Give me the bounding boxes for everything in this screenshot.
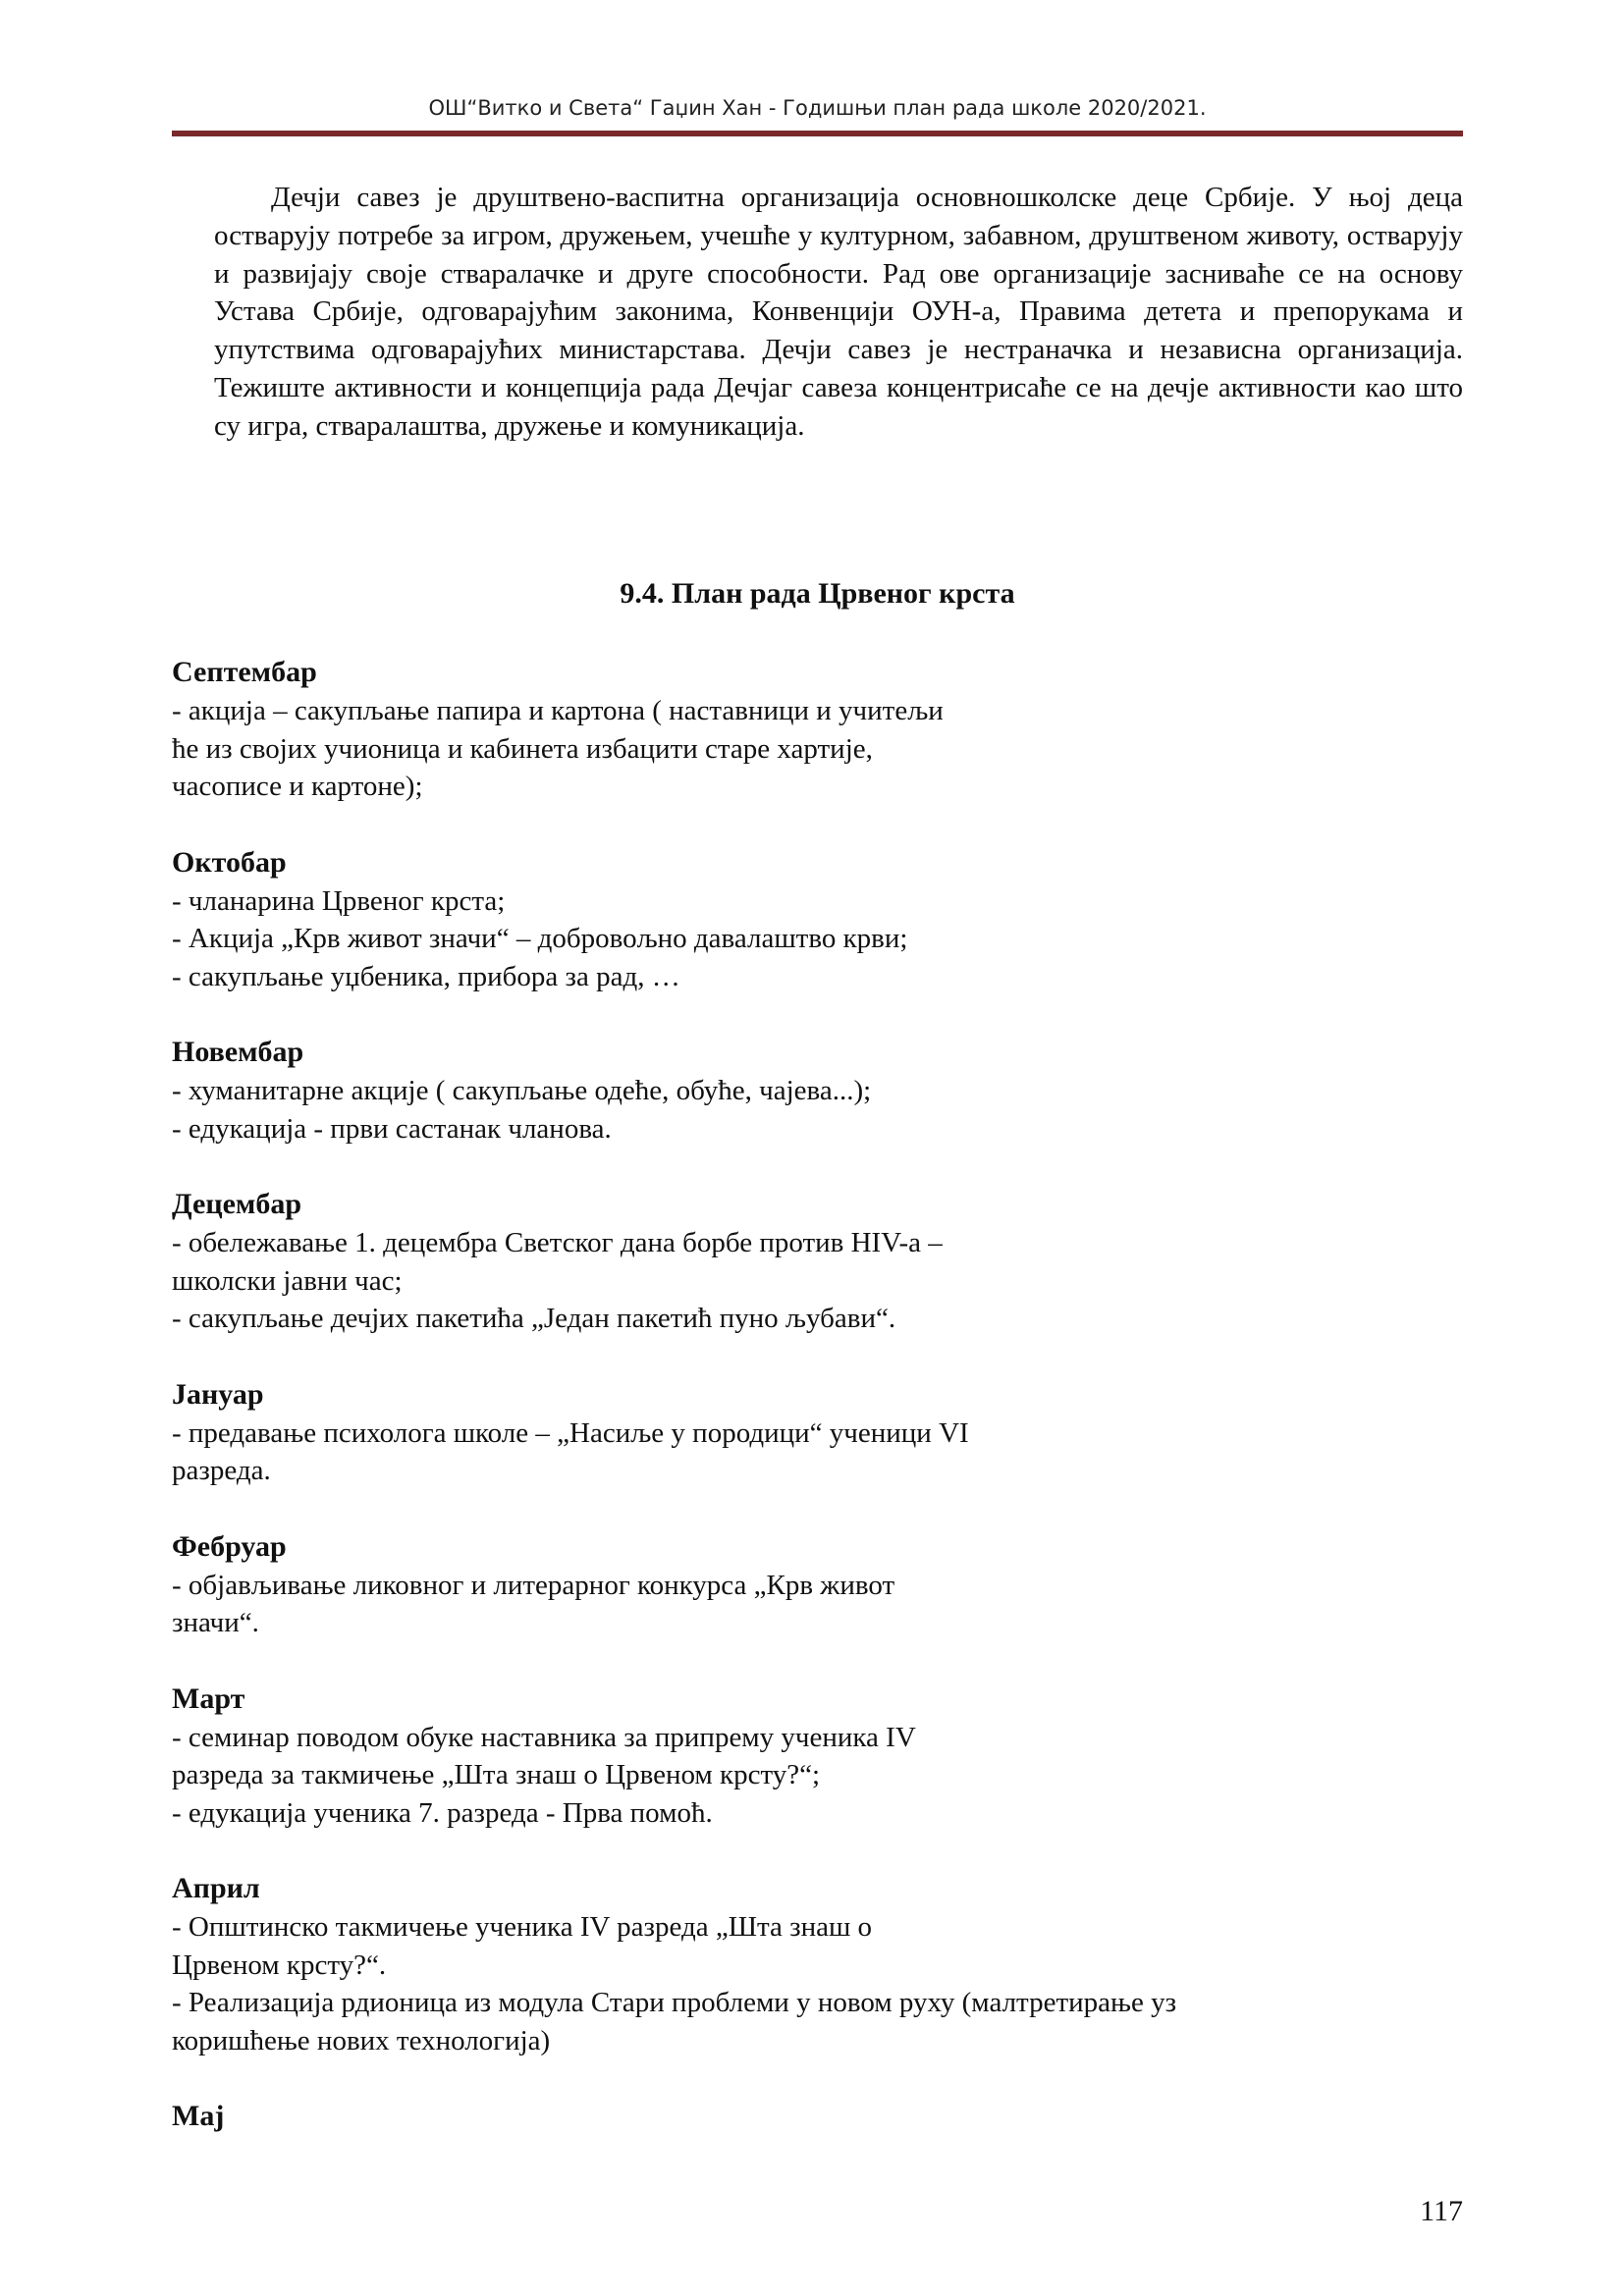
activity-line: - семинар поводом обуке наставника за припрему ученика IV xyxy=(172,1721,916,1753)
activity-line: - хуманитарне акције ( сакупљање одеће, обуће, чајева...); xyxy=(172,1075,872,1106)
activity-line: - акција – сакупљање папира и картона ( наставници и учитељи xyxy=(172,695,944,726)
month-heading: Септембар xyxy=(172,656,317,688)
month-heading: Јануар xyxy=(172,1377,264,1411)
month-block xyxy=(172,1680,1350,1833)
activity-line: - предавање психолога школе – „Насиље у породици“ ученици VI xyxy=(172,1416,969,1449)
activity-line: разреда. xyxy=(172,1455,271,1486)
month-heading: Април xyxy=(172,1872,260,1904)
month-heading: Март xyxy=(172,1682,245,1715)
activity-line: - едукација - први састанак чланова. xyxy=(172,1112,612,1145)
month-block xyxy=(172,1869,1350,2059)
month-block xyxy=(172,1033,1350,1148)
section-title: 9.4. План рада Црвеног крста xyxy=(620,577,1015,610)
monthly-plan-list xyxy=(172,653,1350,2173)
activity-line: разреда за такмичење „Шта знаш о Црвеном крсту?“; xyxy=(172,1759,821,1790)
activity-line: школски јавни час; xyxy=(172,1264,403,1297)
header-divider xyxy=(172,131,1463,136)
activity-line: - сакупљање уџбеника, прибора за рад, … xyxy=(172,960,680,992)
activity-line: - Реализација рдионица из модула Стари проблеми у новом руху (малтретирање уз xyxy=(172,1987,1177,2018)
month-block xyxy=(172,843,1350,996)
activity-line: - сакупљање дечјих пакетића „Један пакетић пуно љубави“. xyxy=(172,1303,896,1334)
month-block xyxy=(172,1375,1350,1490)
page-number: 117 xyxy=(1420,2195,1463,2227)
intro-paragraph-container xyxy=(214,179,1463,446)
month-heading: Октобар xyxy=(172,845,287,879)
month-block xyxy=(172,2097,1350,2136)
activity-line: часописе и картоне); xyxy=(172,771,423,802)
activity-line: - чланарина Црвеног крста; xyxy=(172,884,506,917)
activity-line: значи“. xyxy=(172,1607,259,1638)
activity-line: - едукација ученика 7. разреда - Прва помоћ. xyxy=(172,1796,713,1829)
page-header: ОШ“Витко и Света“ Гаџин Хан - Годишњи план рада школе 2020/2021. xyxy=(428,96,1207,120)
activity-line: Црвеном крсту?“. xyxy=(172,1949,387,1981)
activity-line: - Општинско такмичење ученика IV разреда „Шта знаш о xyxy=(172,1911,873,1943)
intro-paragraph: Дечји савез је друштвено-васпитна организација основношколске деце Србије. У њој деца остварују потребе за игром, дружењем, учешће у културном, забавном, друштвеном животу, остварују и развијају своје стваралачке и друге способности. Рад ове организације засниваће се на основу Устава Србије, одговарајућим законима, Конвенцији ОУН-а, Правима детета и препорукама и упутствима одговарајућих министарстава. Дечји савез је нестраначка и независна организација. Тежиште активности и концепција рада Дечјаг савеза концентрисаће се на дечје активности као што су игра, стваралаштва, дружење и комуникација. xyxy=(214,182,1463,442)
month-block xyxy=(172,1185,1350,1338)
month-block xyxy=(172,653,1350,806)
activity-line: - Акција „Крв живот значи“ – добровољно давалаштво крви; xyxy=(172,923,908,954)
activity-line: ће из својих учионица и кабинета избацити старе хартије, xyxy=(172,732,873,765)
activity-line: - обележавање 1. децембра Светског дана борбе против HIV-а – xyxy=(172,1227,943,1258)
month-heading: Мај xyxy=(172,2100,225,2132)
month-heading: Фебруар xyxy=(172,1529,287,1563)
month-heading: Новембар xyxy=(172,1036,304,1068)
month-heading: Децембар xyxy=(172,1188,302,1220)
activity-line: коришћење нових технологија) xyxy=(172,2024,551,2056)
month-block xyxy=(172,1527,1350,1642)
activity-line: - објављивање ликовног и литерарног конкурса „Крв живот xyxy=(172,1569,895,1601)
